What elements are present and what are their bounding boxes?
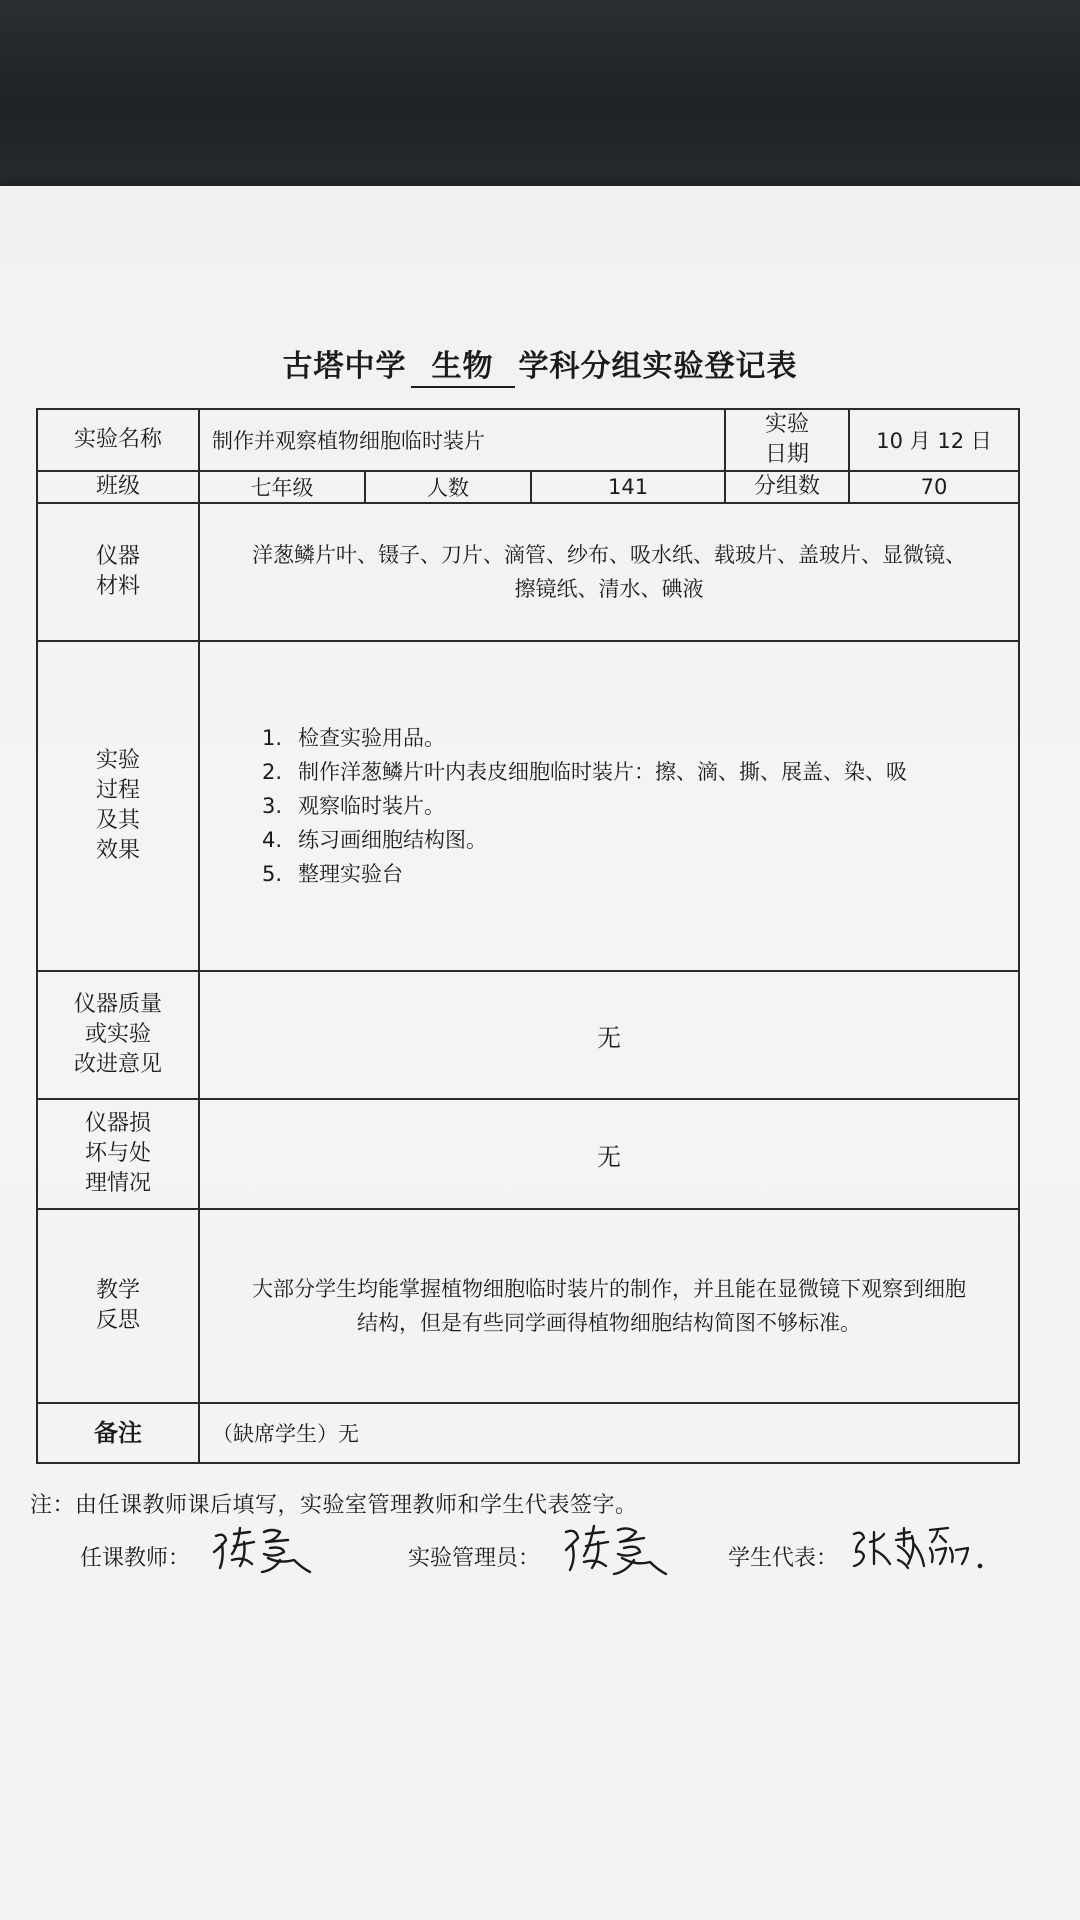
process-step: 检查实验用品。 <box>298 726 445 750</box>
remark-label: 备注 <box>37 1403 199 1463</box>
teacher-label: 任课教师： <box>80 1546 191 1571</box>
reflection-label: 教学 反思 <box>37 1209 199 1403</box>
groups-value: 70 <box>849 471 1019 503</box>
date-label: 实验 日期 <box>725 409 849 471</box>
registration-table <box>36 408 1020 1464</box>
desk-background <box>0 0 1080 200</box>
row-experiment-name <box>37 409 1019 471</box>
form-name: 学科分组实验登记表 <box>518 349 798 384</box>
admin-signature <box>560 1524 670 1578</box>
row-equipment <box>37 503 1019 641</box>
damage-value: 无 <box>199 1099 1019 1209</box>
row-reflection <box>37 1209 1019 1403</box>
process-steps-list <box>200 721 1018 891</box>
form-title <box>0 341 1080 388</box>
row-process <box>37 641 1019 971</box>
count-value: 141 <box>531 471 725 503</box>
experiment-name-value: 制作并观察植物细胞临时装片 <box>199 409 725 471</box>
admin-label: 实验管理员： <box>408 1546 541 1571</box>
process-step: 观察临时装片。 <box>298 794 445 818</box>
experiment-name-label: 实验名称 <box>37 409 199 471</box>
groups-label: 分组数 <box>725 471 849 503</box>
remark-value: （缺席学生）无 <box>199 1403 1019 1463</box>
row-quality <box>37 971 1019 1099</box>
process-step: 练习画细胞结构图。 <box>298 828 487 852</box>
student-signature <box>850 1524 985 1574</box>
process-label: 实验 过程 及其 效果 <box>37 641 199 971</box>
quality-value: 无 <box>199 971 1019 1099</box>
date-value: 10 月 12 日 <box>849 409 1019 471</box>
damage-label: 仪器损 坏与处 理情况 <box>37 1099 199 1209</box>
footer-note: 注：由任课教师课后填写，实验室管理教师和学生代表签字。 <box>30 1493 638 1518</box>
quality-label: 仪器质量 或实验 改进意见 <box>37 971 199 1099</box>
subject-field: 生物 <box>411 348 515 388</box>
reflection-value: 大部分学生均能掌握植物细胞临时装片的制作，并且能在显微镜下观察到细胞 结构，但是有些同学画得植物细胞结构简图不够标准。 <box>199 1209 1019 1403</box>
equipment-label: 仪器 材料 <box>37 503 199 641</box>
teacher-signature <box>210 1524 315 1576</box>
student-label: 学生代表： <box>728 1546 839 1571</box>
paper-sheet <box>0 186 1080 1920</box>
row-class <box>37 471 1019 503</box>
process-step: 整理实验台 <box>298 862 403 886</box>
school-name: 古塔中学 <box>282 349 407 384</box>
process-value <box>199 641 1019 971</box>
row-remark <box>37 1403 1019 1463</box>
row-damage <box>37 1099 1019 1209</box>
class-label: 班级 <box>37 471 199 503</box>
process-step: 制作洋葱鳞片叶内表皮细胞临时装片：擦、滴、撕、展盖、染、吸 <box>298 760 907 784</box>
class-value: 七年级 <box>199 471 365 503</box>
count-label: 人数 <box>365 471 531 503</box>
equipment-value: 洋葱鳞片叶、镊子、刀片、滴管、纱布、吸水纸、载玻片、盖玻片、显微镜、 擦镜纸、清水、碘液 <box>199 503 1019 641</box>
